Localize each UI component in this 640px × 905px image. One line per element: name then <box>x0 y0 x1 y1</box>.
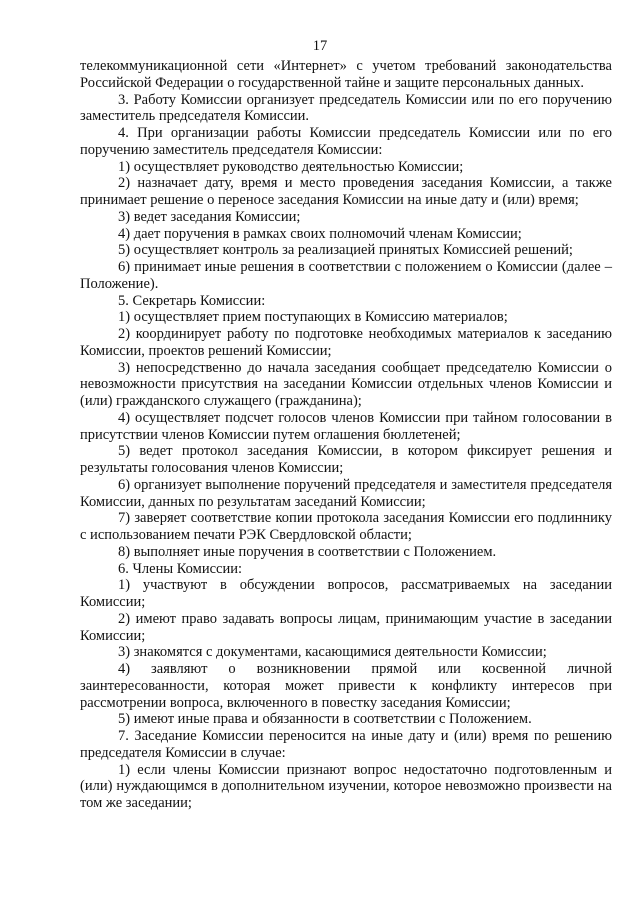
subitem-6-4: 4) заявляют о возникновении прямой или косвенной личной заинтересованности, которая может привести к конфликту интересов при рассмотрении вопроса, включенного в повестку заседания Комиссии; <box>80 661 612 711</box>
page-number: 17 <box>312 38 328 54</box>
subitem-7-1: 1) если члены Комиссии признают вопрос недостаточно подготовленным и (или) нуждающимся в дополнительном изучении, которое невозможно произвести на том же заседании; <box>80 761 612 811</box>
subitem-5-4: 4) осуществляет подсчет голосов членов Комиссии при тайном голосовании в присутствии членов Комиссии путем оглашения бюллетеней; <box>80 409 612 443</box>
subitem-5-7: 7) заверяет соответствие копии протокола заседания Комиссии его подлиннику с использованием печати РЭК Свердловской области; <box>80 510 612 543</box>
subitem-5-8: 8) выполняет иные поручения в соответствии с Положением. <box>118 543 497 560</box>
subitem-4-1: 1) осуществляет руководство деятельностью Комиссии; <box>118 158 464 175</box>
subitem-4-4: 4) дает поручения в рамках своих полномочий членам Комиссии; <box>118 225 522 242</box>
paragraph-item-7: 7. Заседание Комиссии переносится на иные дату и (или) время по решению председателя Комиссии в случае: <box>80 728 612 761</box>
subitem-6-5: 5) имеют иные права и обязанности в соответствии с Положением. <box>118 711 532 728</box>
subitem-5-5: 5) ведет протокол заседания Комиссии, в котором фиксирует решения и результаты голосования членов Комиссии; <box>80 443 612 476</box>
subitem-6-3: 3) знакомятся с документами, касающимися деятельности Комиссии; <box>118 644 547 661</box>
paragraph-item-5: 5. Секретарь Комиссии: <box>118 292 266 309</box>
subitem-4-3: 3) ведет заседания Комиссии; <box>118 208 301 225</box>
paragraph-continuation: телекоммуникационной сети «Интернет» с учетом требований законодательства Российской Федерации о государственной тайне и защите персональных данных. <box>80 58 612 91</box>
subitem-5-1: 1) осуществляет прием поступающих в Комиссию материалов; <box>118 309 508 326</box>
paragraph-item-6: 6. Члены Комиссии: <box>118 560 243 577</box>
subitem-5-3: 3) непосредственно до начала заседания сообщает председателю Комиссии о невозможности присутствия на заседании Комиссии отдельных членов Комиссии и (или) гражданского служащего (гражданина); <box>80 359 612 409</box>
paragraph-item-4: 4. При организации работы Комиссии председатель Комиссии или по его поручению заместитель председателя Комиссии: <box>80 125 612 158</box>
subitem-5-6: 6) организует выполнение поручений председателя и заместителя председателя Комиссии, данных по результатам заседаний Комиссии; <box>80 476 612 510</box>
subitem-4-6: 6) принимает иные решения в соответствии с положением о Комиссии (далее – Положение). <box>80 259 612 292</box>
subitem-5-2: 2) координирует работу по подготовке необходимых материалов к заседанию Комиссии, проектов решений Комиссии; <box>80 326 612 359</box>
body-text <box>80 58 612 812</box>
subitem-4-5: 5) осуществляет контроль за реализацией принятых Комиссией решений; <box>118 242 573 259</box>
subitem-6-1: 1) участвуют в обсуждении вопросов, рассматриваемых на заседании Комиссии; <box>80 577 612 610</box>
subitem-4-2: 2) назначает дату, время и место проведения заседания Комиссии, а также принимает решение о переносе заседания Комиссии на иные дату и (или) время; <box>80 175 612 208</box>
subitem-6-2: 2) имеют право задавать вопросы лицам, принимающим участие в заседании Комиссии; <box>80 610 612 644</box>
paragraph-item-3: 3. Работу Комиссии организует председатель Комиссии или по его поручению заместитель председателя Комиссии. <box>80 91 612 125</box>
